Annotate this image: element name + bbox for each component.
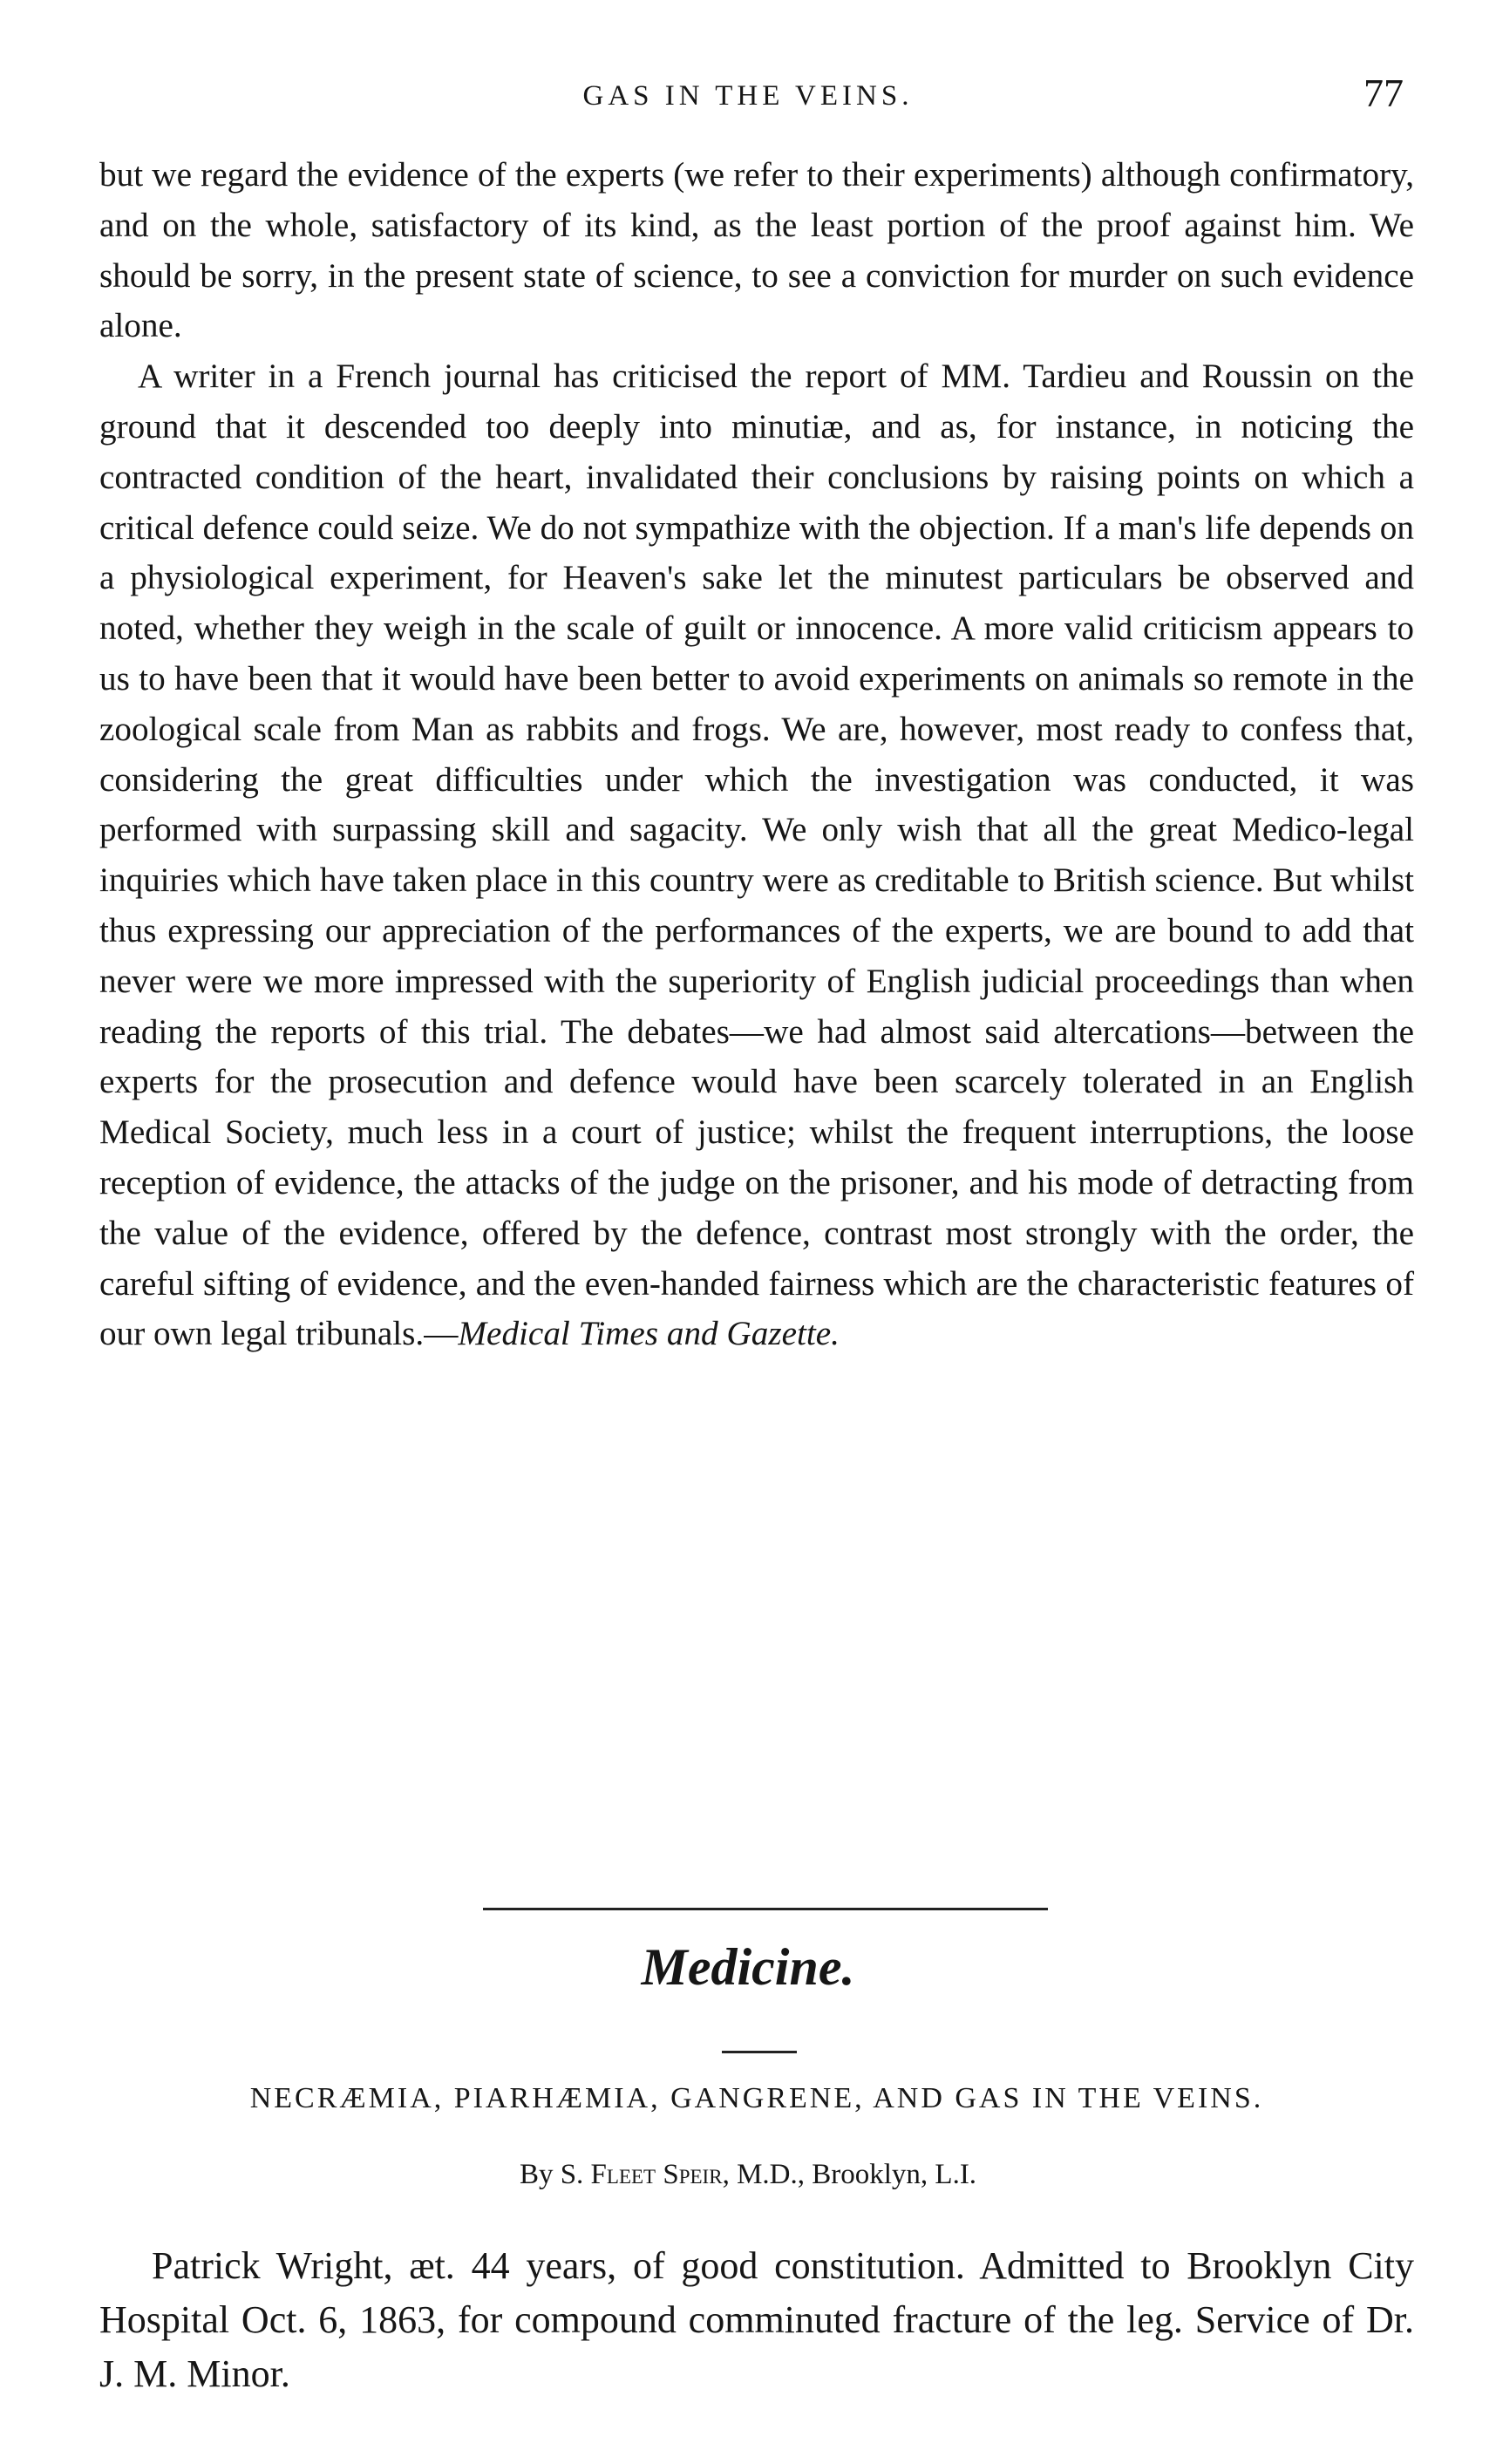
continued-article-text <box>99 150 1414 1359</box>
article-body <box>99 2239 1414 2401</box>
body-paragraph-text: A writer in a French journal has criticised the report of MM. Tardieu and Roussin on the ground that it descended too deeply into minutiæ, and as, for instance, in noticing the contracted condition of the heart, invalidated their conclusions by raising points on which a critical defence could seize. We do not sympathize with the objection. If a man's life depends on a physiological experiment, for Heaven's sake let the minutest particulars be observed and noted, whether they weigh in the scale of guilt or innocence. A more valid criticism appears to us to have been that it would have been better to avoid experiments on animals so remote in the zoological scale from Man as rabbits and frogs. We are, however, most ready to confess that, considering the great difficulties under which the investigation was conducted, it was performed with surpassing skill and sagacity. We only wish that all the great Medico-legal inquiries which have taken place in this country were as creditable to British science. But whilst thus expressing our appreciation of the performances of the experts, we are bound to add that never were we more impressed with the superiority of English judicial proceedings than when reading the reports of this trial. The debates—we had almost said altercations—between the experts for the prosecution and defence would have been scarcely tolerated in an English Medical Society, much less in a court of justice; whilst the frequent interruptions, the loose reception of evidence, the attacks of the judge on the prisoner, and his mode of detracting from the value of the evidence, offered by the defence, contrast most strongly with the order, the careful sifting of evidence, and the even-handed fairness which are the characteristic features of our own legal tribunals.— <box>99 357 1414 1353</box>
article-title: NECRÆMIA, PIARHÆMIA, GANGRENE, AND GAS IN THE VEINS. <box>249 2082 1264 2114</box>
running-title: GAS IN THE VEINS. <box>582 80 914 112</box>
running-head <box>0 70 1496 122</box>
body-paragraph <box>99 351 1414 1359</box>
author-name: S. Fleet Speir <box>560 2159 723 2190</box>
article-byline <box>0 2159 1496 2191</box>
page-number: 77 <box>1363 71 1404 115</box>
byline-suffix: , M.D., Brooklyn, L.I. <box>722 2159 977 2190</box>
section-divider-rule <box>483 1908 1048 1910</box>
body-paragraph: but we regard the evidence of the experts (we refer to their experiments) although confirmatory, and on the whole, satisfactory of its kind, as the least portion of the proof against him. We should be sorry, in the present state of science, to see a conviction for murder on such evidence alone. <box>99 156 1414 345</box>
heading-underline-rule <box>722 2051 797 2053</box>
source-citation: Medical Times and Gazette. <box>458 1315 840 1353</box>
byline-prefix: By <box>519 2159 561 2190</box>
section-heading: Medicine. <box>641 1938 855 1996</box>
article-paragraph: Patrick Wright, æt. 44 years, of good constitution. Admitted to Brooklyn City Hospital Oct. 6, 1863, for compound comminuted fracture of the leg. Service of Dr. J. M. Minor. <box>99 2244 1414 2395</box>
